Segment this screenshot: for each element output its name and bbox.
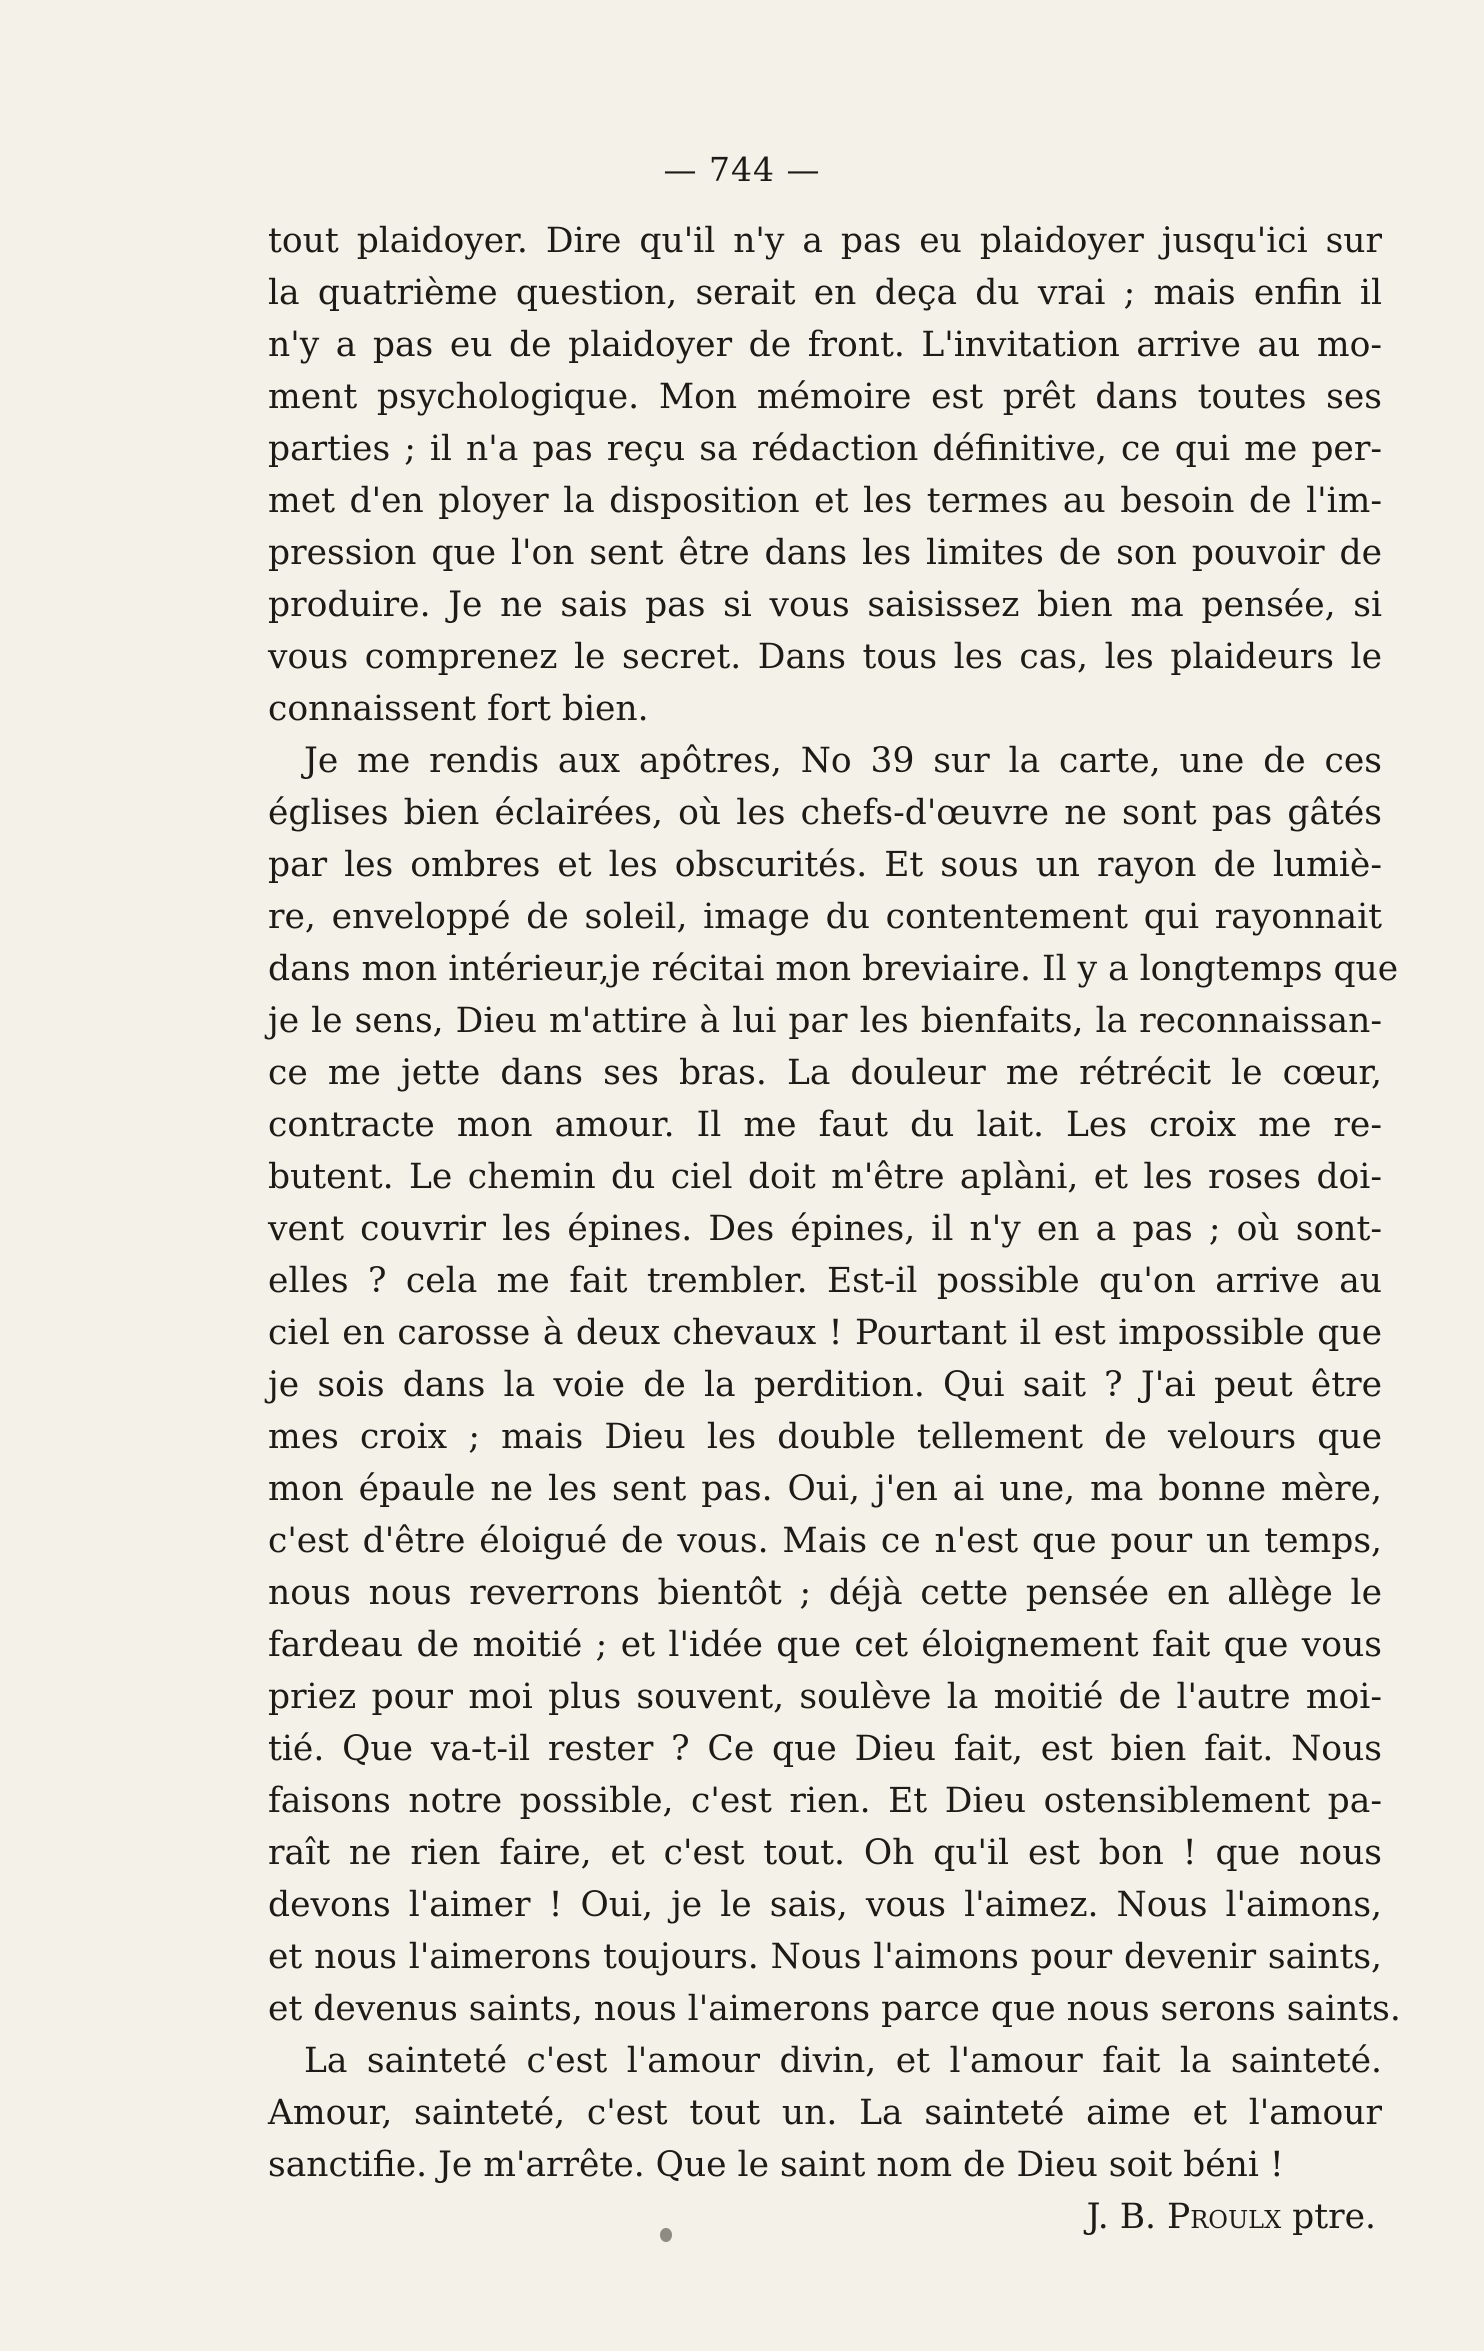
text-line: tié. Que va-t-il rester ? Ce que Dieu fait, est bien fait. Nous [268, 1729, 1382, 1769]
text-line: re, enveloppé de soleil, image du contentement qui rayonnait [268, 897, 1382, 937]
text-line: tout plaidoyer. Dire qu'il n'y a pas eu plaidoyer jusqu'ici sur [268, 221, 1382, 261]
text-line: raît ne rien faire, et c'est tout. Oh qu'il est bon ! que nous [268, 1833, 1382, 1873]
text-line: mon épaule ne les sent pas. Oui, j'en ai une, ma bonne mère, [268, 1469, 1382, 1509]
text-line: n'y a pas eu de plaidoyer de front. L'invitation arrive au mo- [268, 325, 1382, 365]
text-line: ce me jette dans ses bras. La douleur me rétrécit le cœur, [268, 1053, 1382, 1093]
text-line: mes croix ; mais Dieu les double tellement de velours que [268, 1417, 1382, 1457]
signature-title: ptre. [1292, 2197, 1376, 2237]
text-line: fardeau de moitié ; et l'idée que cet éloignement fait que vous [268, 1625, 1382, 1665]
text-line: par les ombres et les obscurités. Et sous un rayon de lumiè- [268, 845, 1382, 885]
document-body [268, 215, 1401, 2243]
text-line: devons l'aimer ! Oui, je le sais, vous l'aimez. Nous l'aimons, [268, 1885, 1382, 1925]
text-line: produire. Je ne sais pas si vous saisissez bien ma pensée, si [268, 585, 1382, 625]
text-line: et nous l'aimerons toujours. Nous l'aimons pour devenir saints, [268, 1937, 1382, 1977]
text-line: sanctifie. Je m'arrête. Que le saint nom de Dieu soit béni ! [268, 2145, 1284, 2185]
text-line: dans mon intérieur,je récitai mon breviaire. Il y a longtemps que [268, 949, 1399, 989]
text-line: faisons notre possible, c'est rien. Et Dieu ostensiblement pa- [268, 1781, 1382, 1821]
text-line: elles ? cela me fait trembler. Est-il possible qu'on arrive au [268, 1261, 1382, 1301]
text-line: et devenus saints, nous l'aimerons parce que nous serons saints. [268, 1989, 1401, 2029]
page-number: — 744 — [663, 150, 821, 189]
text-line: pression que l'on sent être dans les limites de son pouvoir de [268, 533, 1382, 573]
text-line: met d'en ployer la disposition et les termes au besoin de l'im- [268, 481, 1382, 521]
text-line: nous nous reverrons bientôt ; déjà cette pensée en allège le [268, 1573, 1382, 1613]
signature-initials: J. B. [1086, 2197, 1157, 2237]
text-line: La sainteté c'est l'amour divin, et l'amour fait la sainteté. [304, 2041, 1382, 2081]
text-line: c'est d'être éloigué de vous. Mais ce n'est que pour un temps, [268, 1521, 1382, 1561]
text-line: je sois dans la voie de la perdition. Qui sait ? J'ai peut être [268, 1365, 1382, 1405]
text-line: parties ; il n'a pas reçu sa rédaction définitive, ce qui me per- [268, 429, 1382, 469]
text-line: butent. Le chemin du ciel doit m'être aplàni, et les roses doi- [268, 1157, 1382, 1197]
text-line: ment psychologique. Mon mémoire est prêt dans toutes ses [268, 377, 1382, 417]
signature-name: Proulx [1166, 2197, 1282, 2237]
text-line: la quatrième question, serait en deça du vrai ; mais enfin il [268, 273, 1382, 313]
paragraphs [268, 215, 1401, 2191]
text-line: vent couvrir les épines. Des épines, il n'y en a pas ; où sont- [268, 1209, 1382, 1249]
text-line: Je me rendis aux apôtres, No 39 sur la carte, une de ces [304, 741, 1382, 781]
text-line: connaissent fort bien. [268, 689, 649, 729]
text-line: je le sens, Dieu m'attire à lui par les bienfaits, la reconnaissan- [268, 1001, 1382, 1041]
text-line: ciel en carosse à deux chevaux ! Pourtant il est impossible que [268, 1313, 1382, 1353]
signature [268, 2191, 1382, 2243]
text-line: priez pour moi plus souvent, soulève la moitié de l'autre moi- [268, 1677, 1382, 1717]
ink-mark [660, 2228, 672, 2242]
text-line: vous comprenez le secret. Dans tous les cas, les plaideurs le [268, 637, 1382, 677]
text-line: Amour, sainteté, c'est tout un. La sainteté aime et l'amour [268, 2093, 1382, 2133]
text-line: églises bien éclairées, où les chefs-d'œuvre ne sont pas gâtés [268, 793, 1382, 833]
text-line: contracte mon amour. Il me faut du lait. Les croix me re- [268, 1105, 1382, 1145]
